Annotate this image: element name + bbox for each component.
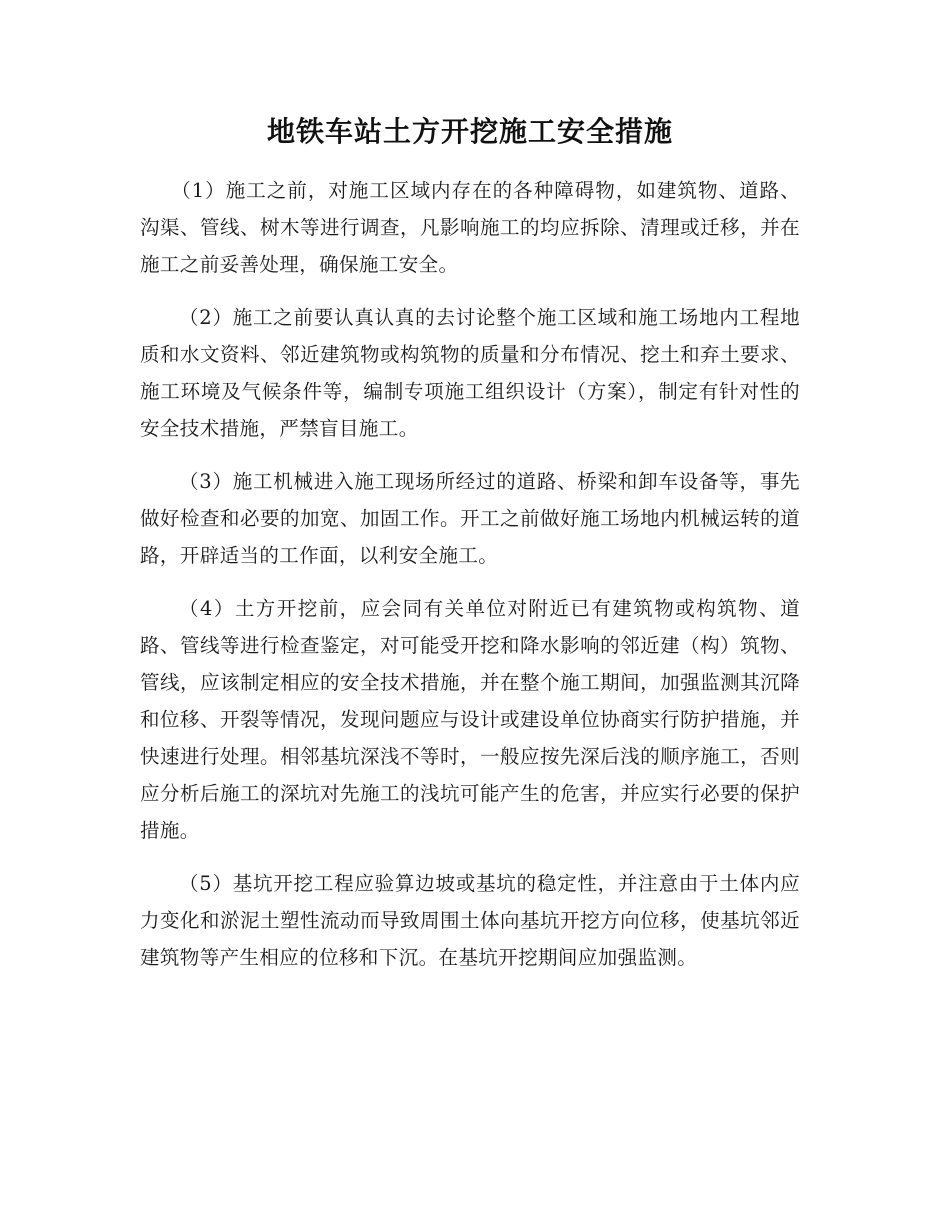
paragraph-1: （1）施工之前，对施工区域内存在的各种障碍物，如建筑物、道路、沟渠、管线、树木等进行调查，凡影响施工的均应拆除、清理或迁移，并在施工之前妥善处理，确保施工安全。: [140, 179, 800, 276]
document-page: [140, 112, 800, 992]
paragraph-2: （2）施工之前要认真认真的去讨论整个施工区域和施工场地内工程地质和水文资料、邻近建筑物或构筑物的质量和分布情况、挖土和弃土要求、施工环境及气候条件等，编制专项施工组织设计（方案），制定有针对性的安全技术措施，严禁盲目施工。: [140, 306, 800, 440]
paragraph-3: （3）施工机械进入施工现场所经过的道路、桥梁和卸车设备等，事先做好检查和必要的加宽、加固工作。开工之前做好施工场地内机械运转的道路，开辟适当的工作面，以利安全施工。: [140, 470, 800, 567]
paragraph-4: （4）土方开挖前，应会同有关单位对附近已有建筑物或构筑物、道路、管线等进行检查鉴定，对可能受开挖和降水影响的邻近建（构）筑物、管线，应该制定相应的安全技术措施，并在整个施工期间，加强监测其沉降和位移、开裂等情况，发现问题应与设计或建设单位协商实行防护措施，并快速进行处理。相邻基坑深浅不等时，一般应按先深后浅的顺序施工，否则应分析后施工的深坑对先施工的浅坑可能产生的危害，并应实行必要的保护措施。: [140, 597, 800, 842]
document-title: 地铁车站土方开挖施工安全措施: [266, 115, 673, 148]
paragraph-5: （5）基坑开挖工程应验算边坡或基坑的稳定性，并注意由于土体内应力变化和淤泥土塑性流动而导致周围土体向基坑开挖方向位移，使基坑邻近建筑物等产生相应的位移和下沉。在基坑开挖期间应加强监测。: [140, 872, 800, 969]
